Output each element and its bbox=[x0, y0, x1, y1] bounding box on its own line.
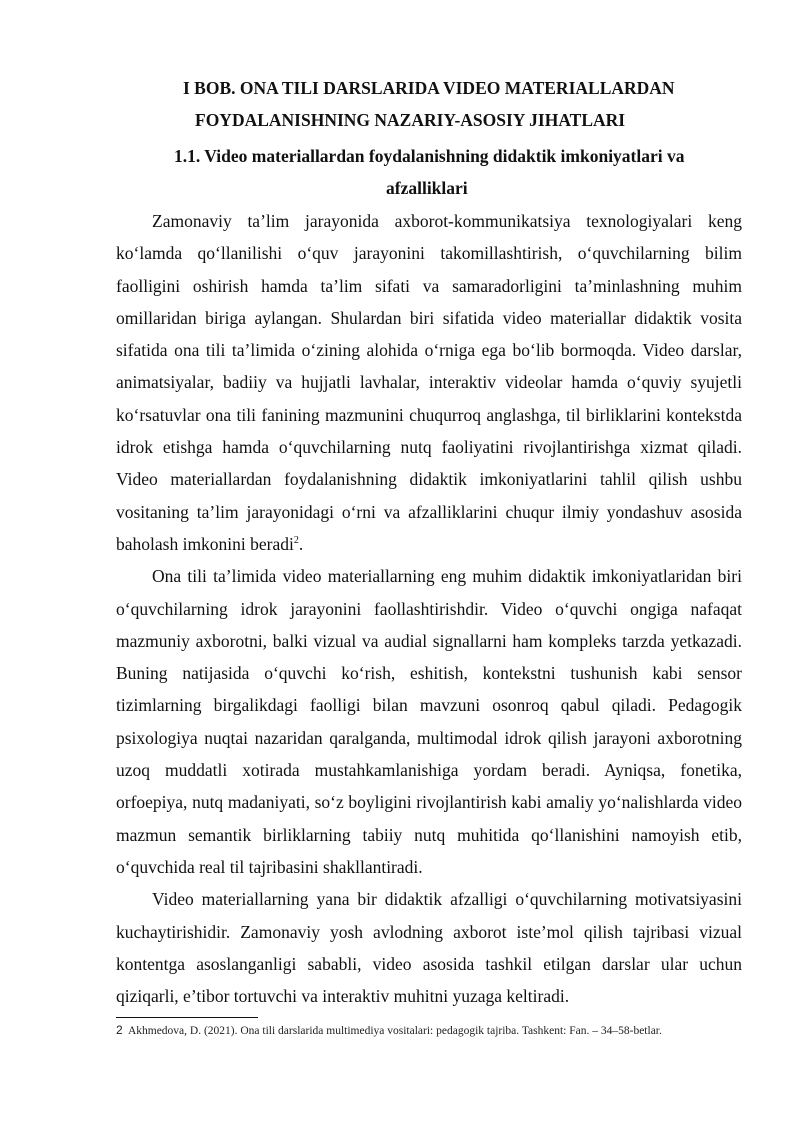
paragraph-1-end: . bbox=[298, 533, 304, 554]
footnote bbox=[116, 1022, 726, 1039]
footnote-number: 2 bbox=[116, 1023, 123, 1037]
footnote-reference[interactable]: 2 bbox=[293, 535, 299, 547]
section-title-line-1: 1.1. Video materiallardan foydalanishning didaktik imkoniyatlari va bbox=[174, 146, 685, 166]
body-text bbox=[116, 205, 742, 1012]
chapter-title-line-1: I BOB. ONA TILI DARSLARIDA VIDEO MATERIALLARDAN bbox=[183, 78, 675, 98]
paragraph-1-text: Zamonaviy ta’lim jarayonida axborot-kommunikatsiya texnologiyalari keng ko‘lamda qo‘llanilishi o‘quv jarayonini takomillashtirish, o‘quvchilarning bilim faolligini oshirish hamda ta’lim sifati va samaradorligini ta’minlashning muhim omillaridan biriga aylangan. Shulardan biri sifatida video materiallar didaktik vosita sifatida ona tili ta’limida o‘zining alohida o‘rniga ega bo‘lib bormoqda. Video darslar, animatsiyalar, badiiy va hujjatli lavhalar, interaktiv videolar hamda o‘quviy syujetli ko‘rsatuvlar ona tili fanining mazmunini chuqurroq anglashga, til birliklarini kontekstda idrok etishga hamda o‘quvchilarning nutq faoliyatini rivojlantirishga xizmat qiladi. Video materiallardan foydalanishning didaktik imkoniyatlarini tahlil qilish ushbu vositaning ta’lim jarayonidagi o‘rni va afzalliklarini chuqur ilmiy yondashuv asosida baholash imkonini beradi bbox=[116, 211, 742, 554]
chapter-title-line-2: FOYDALANISHNING NAZARIY-ASOSIY JIHATLARI bbox=[195, 110, 626, 130]
paragraph-3: Video materiallarning yana bir didaktik afzalligi o‘quvchilarning motivatsiyasini kuchaytirishidir. Zamonaviy yosh avlodning axborot iste’mol qilish tajribasi vizual kontentga asoslanganligi sababli, video asosida tashkil etilgan darslar ular uchun qiziqarli, e’tibor tortuvchi va interaktiv muhitni yuzaga keltiradi. bbox=[116, 889, 742, 1007]
footnote-text: Akhmedova, D. (2021). Ona tili darslarida multimediya vositalari: pedagogik tajriba. Tashkent: Fan. – 34–58-betlar. bbox=[127, 1025, 662, 1037]
section-title-line-2: afzalliklari bbox=[386, 178, 468, 198]
footnote-separator bbox=[116, 1017, 258, 1018]
paragraph-2: Ona tili ta’limida video materiallarning eng muhim didaktik imkoniyatlaridan biri o‘quvchilarning idrok jarayonini faollashtirishdir. Video o‘quvchi ongiga nafaqat mazmuniy axborotni, balki vizual va audial signallarni ham kompleks tarzda yetkazadi. Buning natijasida o‘quvchi ko‘rish, eshitish, kontekstni tushunish kabi sensor tizimlarning birgalikdagi faolligi bilan mavzuni osonroq qabul qiladi. Pedagogik psixologiya nuqtai nazaridan qaralganda, multimodal idrok qilish jarayoni axborotning uzoq muddatli xotirada mustahkamlanishiga yordam beradi. Ayniqsa, fonetika, orfoepiya, nutq madaniyati, so‘z boyligini rivojlantirish kabi amaliy yo‘nalishlarda video mazmun semantik birliklarning tabiiy nutq muhitida qo‘llanishini namoyish etib, o‘quvchida real til tajribasini shakllantiradi. bbox=[116, 566, 742, 877]
paragraph-1 bbox=[116, 205, 742, 560]
